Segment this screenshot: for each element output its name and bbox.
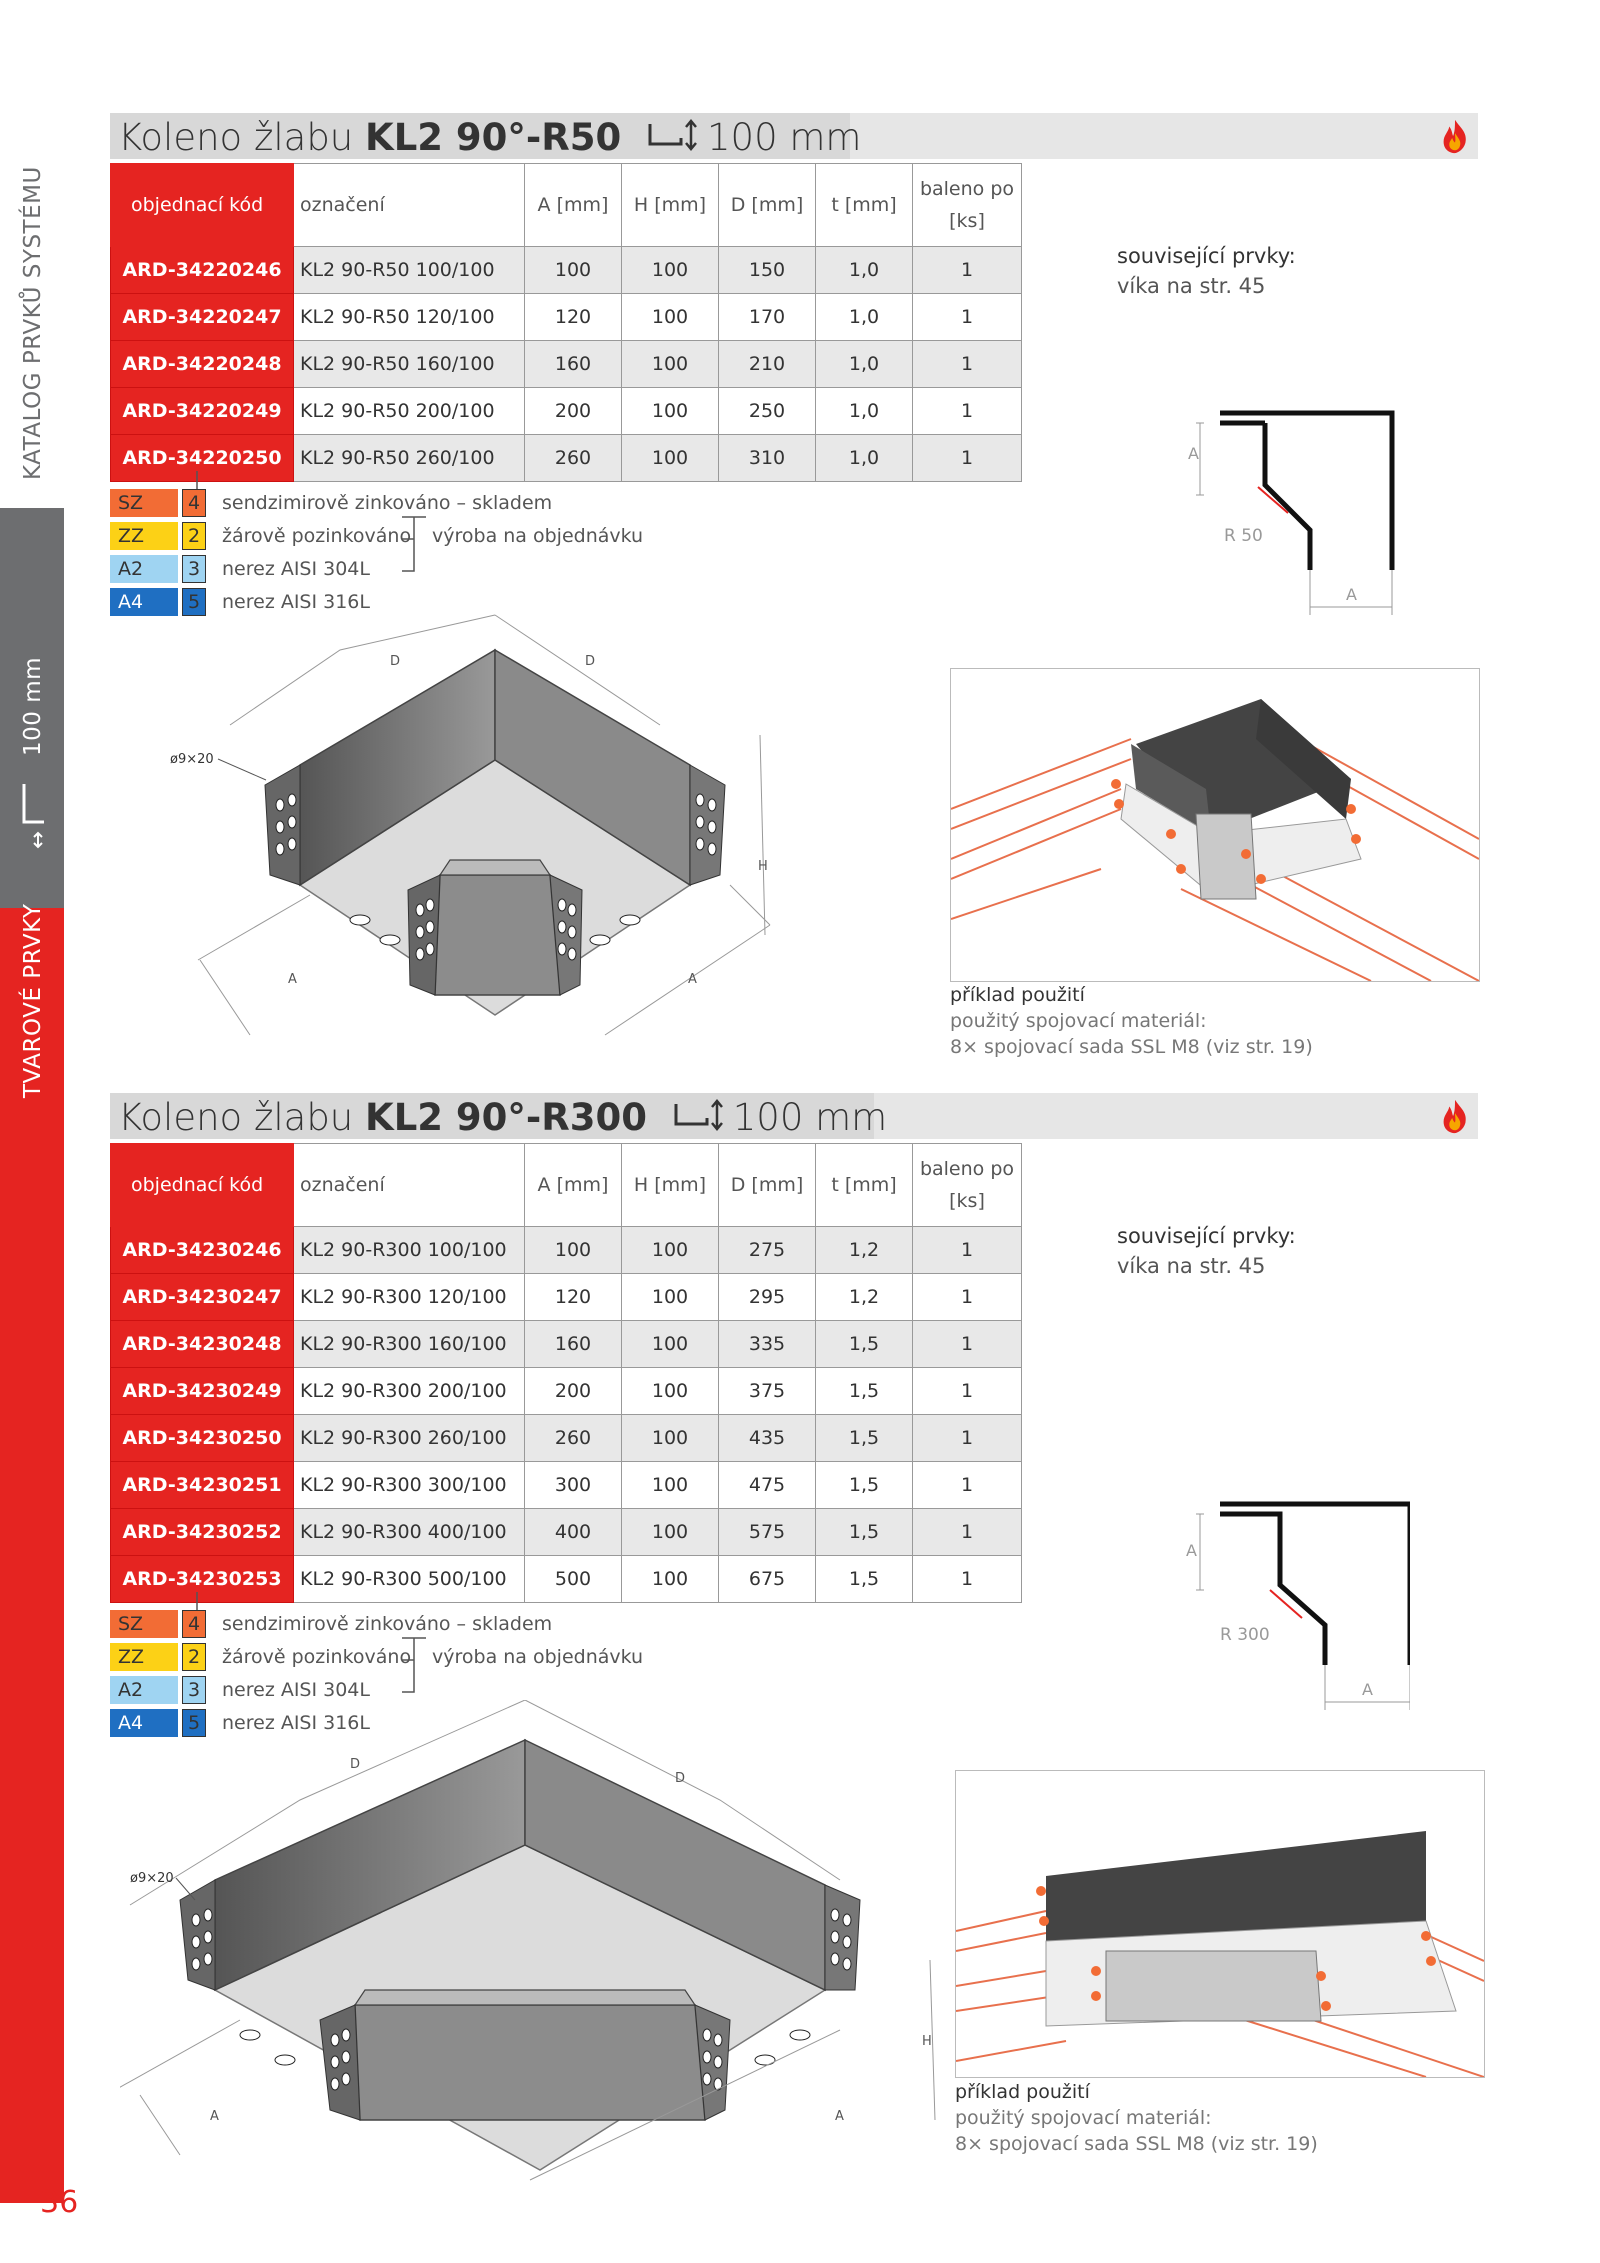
section-1-usage-caption: příklad použití použitý spojovací materiál: 8× spojovací sada SSL M8 (viz str. 19) <box>950 984 1313 1058</box>
section-2-usage-photo <box>955 1770 1485 2078</box>
legend-row: A2 3 nerez AISI 304L <box>110 1676 710 1706</box>
sidebar-catalog <box>0 108 64 508</box>
table-row: ARD-34220248 KL2 90-R50 160/100 160 100 210 1,0 1 <box>111 341 1022 388</box>
dim-a: A <box>1186 1541 1197 1560</box>
col-h: H [mm] <box>622 164 719 247</box>
table-row: ARD-34230247 KL2 90-R300 120/100 120 100 295 1,2 1 <box>111 1274 1022 1321</box>
section-1-product-table <box>110 163 1022 482</box>
section-1-schematic <box>1170 395 1410 615</box>
dim-a: A <box>835 2109 844 2124</box>
legend-row: A4 5 nerez AISI 316L <box>110 1709 710 1739</box>
dim-d: D <box>585 654 596 669</box>
sidebar-size <box>0 508 64 908</box>
section-2-schematic <box>1170 1490 1410 1710</box>
dim-a: A <box>1362 1680 1373 1699</box>
col-name: označení <box>294 1144 525 1227</box>
dim-d: D <box>350 1757 361 1772</box>
legend-row: ZZ 2 žárově pozinkováno výroba na objednávku <box>110 522 710 552</box>
col-name: označení <box>294 164 525 247</box>
col-pack: baleno po [ks] <box>913 1144 1022 1227</box>
col-pack: baleno po [ks] <box>913 164 1022 247</box>
section-1-title: Koleno žlabu KL2 90°-R50 100 mm <box>118 116 862 159</box>
col-code: objednací kód <box>111 164 294 247</box>
table-row: ARD-34230248 KL2 90-R300 160/100 160 100 335 1,5 1 <box>111 1321 1022 1368</box>
fire-icon <box>1436 117 1474 155</box>
trough-profile-icon <box>673 1098 733 1132</box>
col-h: H [mm] <box>622 1144 719 1227</box>
section-2-usage-caption: příklad použití použitý spojovací materiál: 8× spojovací sada SSL M8 (viz str. 19) <box>955 2081 1318 2155</box>
table-row: ARD-34220250 KL2 90-R50 260/100 260 100 310 1,0 1 <box>111 435 1022 482</box>
fire-icon <box>1436 1097 1474 1135</box>
table-row: ARD-34230252 KL2 90-R300 400/100 400 100 575 1,5 1 <box>111 1509 1022 1556</box>
table-row: ARD-34220247 KL2 90-R50 120/100 120 100 170 1,0 1 <box>111 294 1022 341</box>
hole-label: ø9×20 <box>170 752 214 767</box>
legend-row: A2 3 nerez AISI 304L <box>110 555 710 585</box>
section-1-technical-drawing <box>170 605 820 1045</box>
legend-row: ZZ 2 žárově pozinkováno výroba na objednávku <box>110 1643 710 1673</box>
section-2-titlebar <box>110 1093 1478 1139</box>
dim-h: H <box>922 2034 932 2049</box>
section-1-titlebar <box>110 113 1478 159</box>
dim-d: D <box>390 654 401 669</box>
col-a: A [mm] <box>525 1144 622 1227</box>
table-row: ARD-34220246 KL2 90-R50 100/100 100 100 150 1,0 1 <box>111 247 1022 294</box>
legend-row: SZ 4 sendzimirově zinkováno – skladem <box>110 489 710 519</box>
section-1-usage-photo <box>950 668 1480 982</box>
section-2-product-table <box>110 1143 1022 1603</box>
col-a: A [mm] <box>525 164 622 247</box>
sidebar-section-label: TVAROVÉ PRVKY <box>20 903 46 1098</box>
dim-a: A <box>688 972 697 987</box>
dim-h: H <box>758 859 768 874</box>
table-row: ARD-34220249 KL2 90-R50 200/100 200 100 250 1,0 1 <box>111 388 1022 435</box>
section-2-technical-drawing <box>120 1700 950 2190</box>
section-2-title: Koleno žlabu KL2 90°-R300 100 mm <box>118 1096 888 1139</box>
col-code: objednací kód <box>111 1144 294 1227</box>
hole-label: ø9×20 <box>130 1871 174 1886</box>
legend-row: SZ 4 sendzimirově zinkováno – skladem <box>110 1610 710 1640</box>
dim-a: A <box>1188 444 1199 463</box>
dim-radius: R 50 <box>1224 526 1263 546</box>
sidebar-catalog-label: KATALOG PRVKŮ SYSTÉMU <box>20 166 46 480</box>
page-number: 36 <box>40 2185 79 2220</box>
dim-a: A <box>1346 585 1357 604</box>
col-d: D [mm] <box>719 164 816 247</box>
table-row: ARD-34230246 KL2 90-R300 100/100 100 100 275 1,2 1 <box>111 1227 1022 1274</box>
trough-profile-icon <box>18 778 50 850</box>
col-t: t [mm] <box>816 1144 913 1227</box>
sidebar <box>0 108 64 2108</box>
table-row: ARD-34230251 KL2 90-R300 300/100 300 100 475 1,5 1 <box>111 1462 1022 1509</box>
section-1-related: související prvky: víka na str. 45 <box>1117 244 1296 298</box>
col-t: t [mm] <box>816 164 913 247</box>
dim-radius: R 300 <box>1220 1625 1270 1645</box>
col-d: D [mm] <box>719 1144 816 1227</box>
table-row: ARD-34230250 KL2 90-R300 260/100 260 100 435 1,5 1 <box>111 1415 1022 1462</box>
dim-a: A <box>288 972 297 987</box>
trough-profile-icon <box>647 118 707 152</box>
dim-a: A <box>210 2109 219 2124</box>
table-row: ARD-34230253 KL2 90-R300 500/100 500 100 675 1,5 1 <box>111 1556 1022 1603</box>
section-2-related: související prvky: víka na str. 45 <box>1117 1224 1296 1278</box>
dim-d: D <box>675 1771 686 1786</box>
sidebar-section <box>0 903 64 2203</box>
legend-row: A4 5 nerez AISI 316L <box>110 588 710 618</box>
sidebar-size-label: 100 mm <box>20 656 46 756</box>
table-row: ARD-34230249 KL2 90-R300 200/100 200 100 375 1,5 1 <box>111 1368 1022 1415</box>
